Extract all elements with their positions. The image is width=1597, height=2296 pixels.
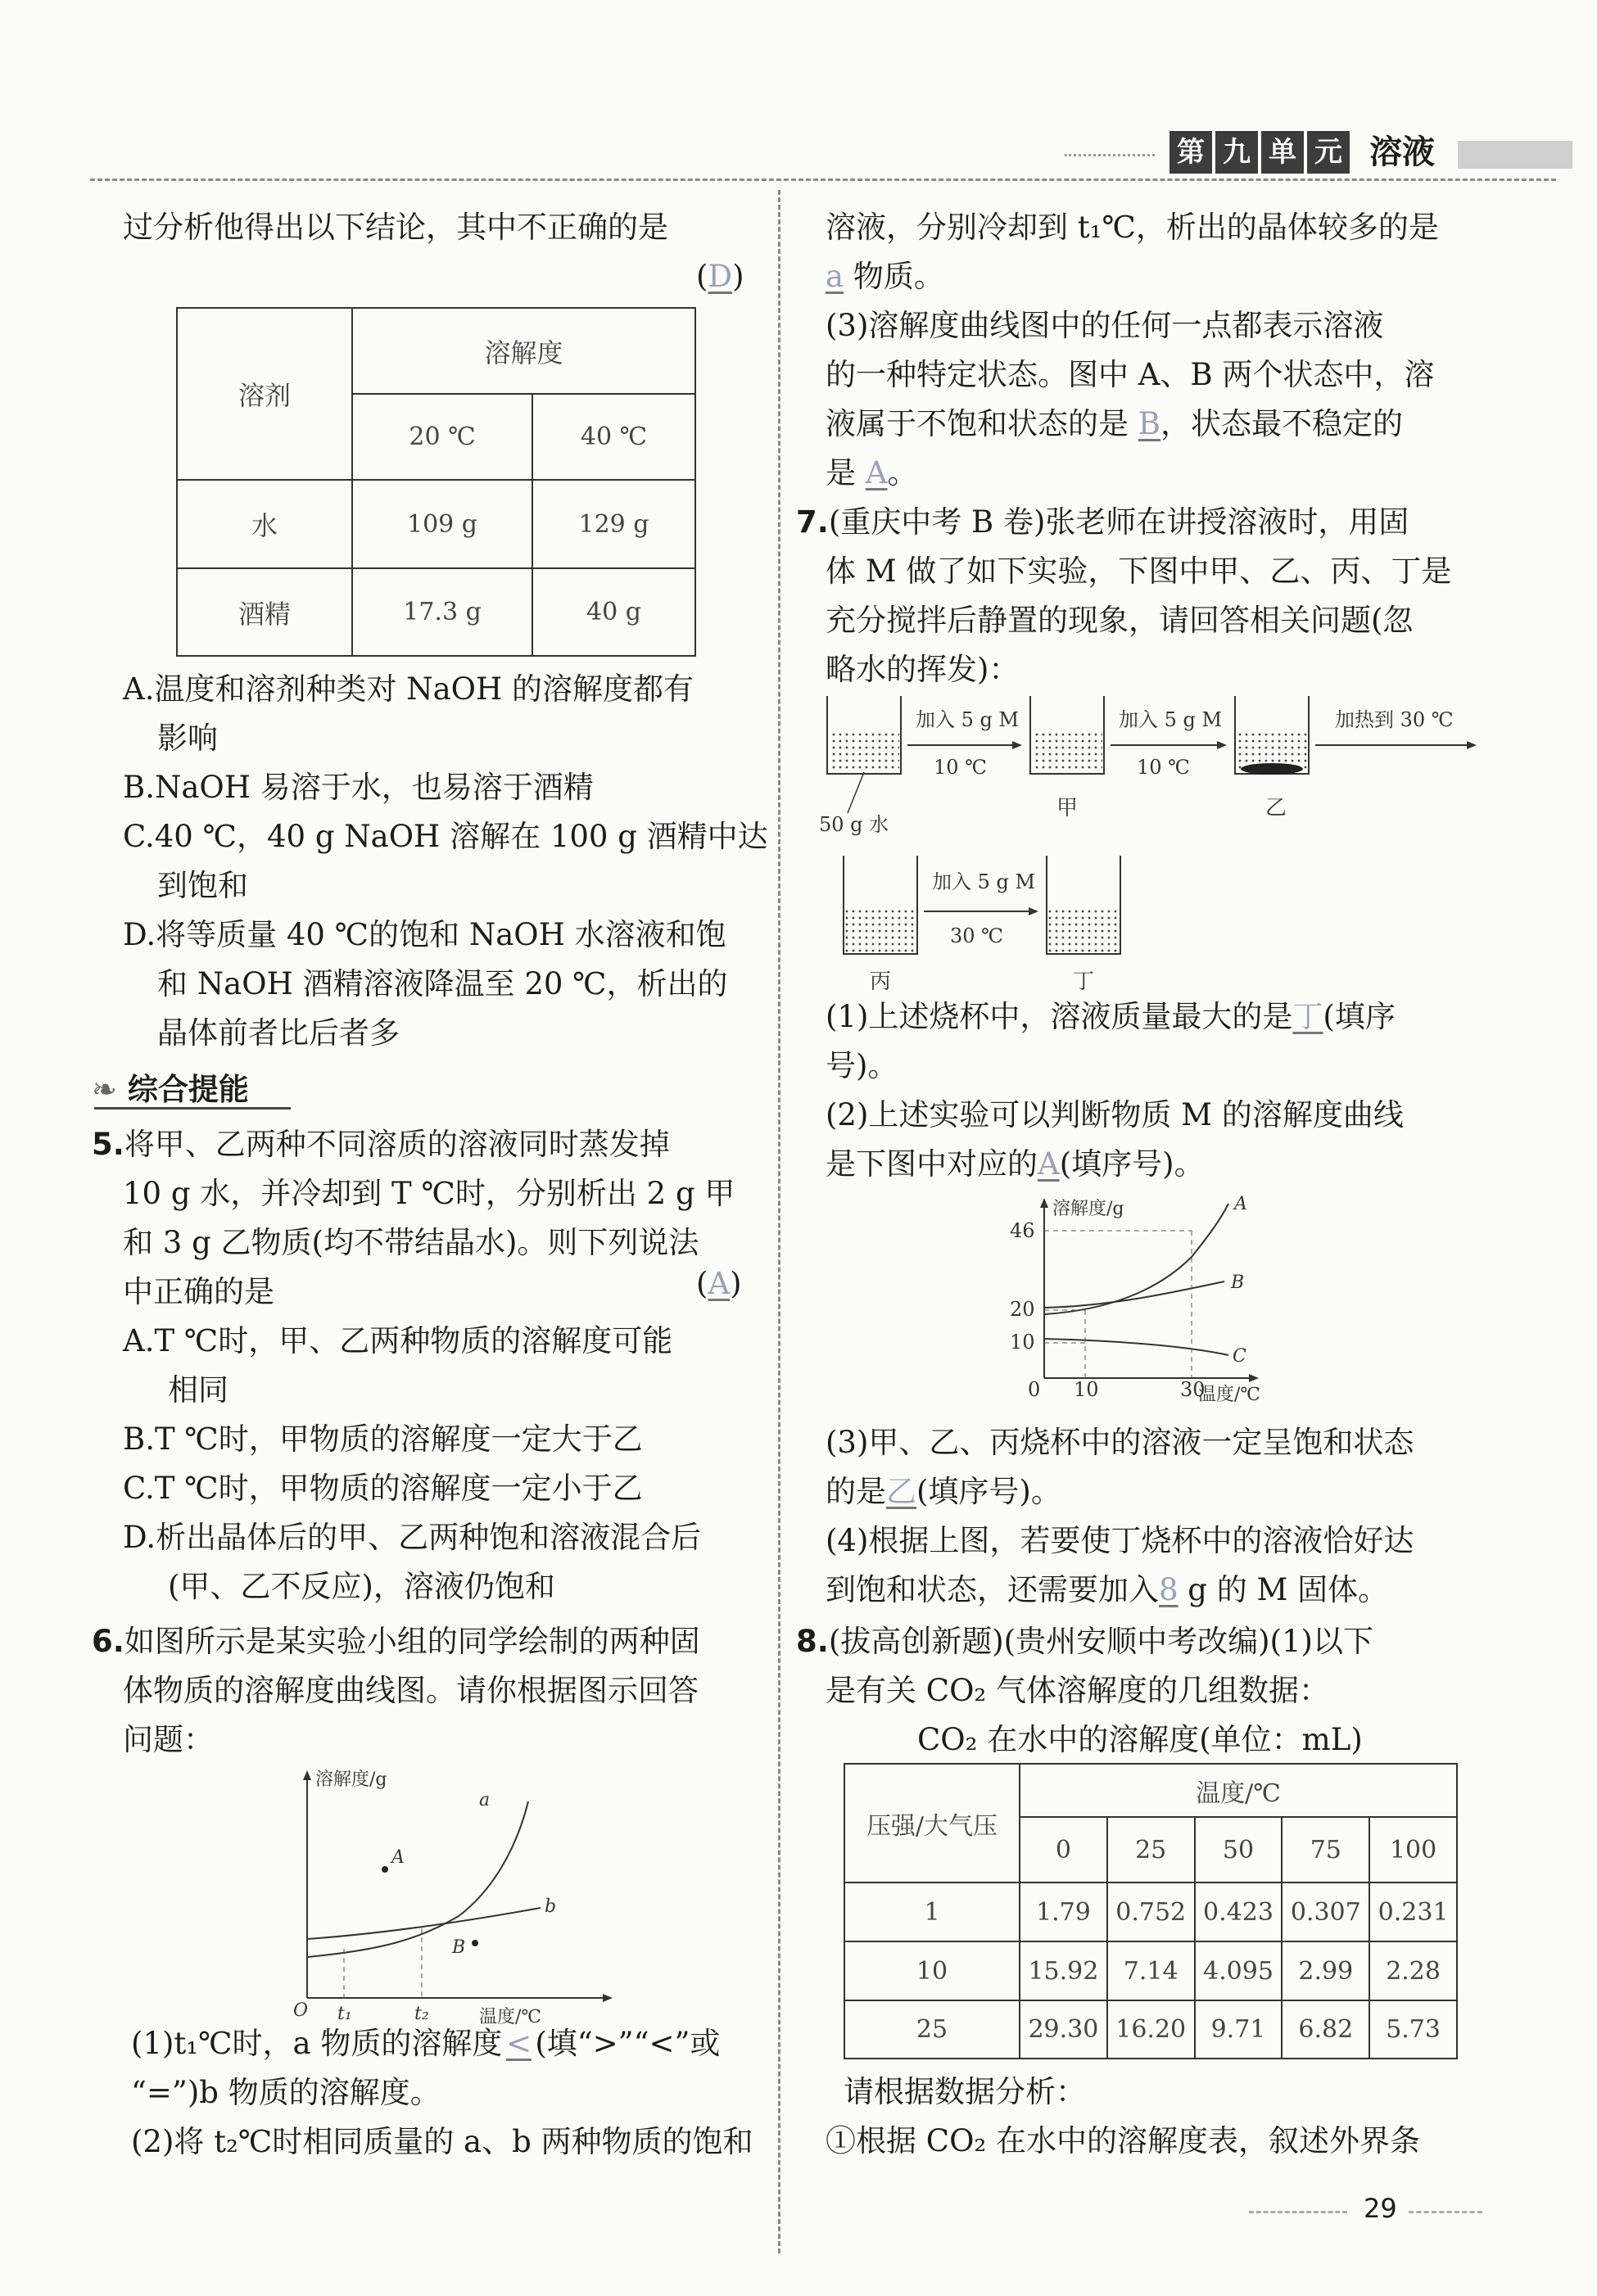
header-bar bbox=[1458, 141, 1572, 169]
q5-text: 将甲、乙两种不同溶质的溶液同时蒸发掉 bbox=[124, 1127, 670, 1162]
q7-sub3-hint: (填序号)。 bbox=[916, 1474, 1061, 1509]
q6-sub2-answer: a bbox=[826, 259, 844, 294]
q7-line-2: 体 M 做了如下实验，下图中甲、乙、丙、丁是 bbox=[826, 554, 1452, 589]
q4-option-c-l2: 到饱和 bbox=[157, 868, 248, 903]
co2-temp-cell: 0 bbox=[1020, 1817, 1107, 1882]
q4-option-a-l1: A.温度和溶剂种类对 NaOH 的溶解度都有 bbox=[123, 671, 694, 707]
q7-line-3: 充分搅拌后静置的现象，请回答相关问题(忽 bbox=[826, 603, 1414, 638]
table-cell: 40 g bbox=[532, 568, 695, 656]
page-number: 29 bbox=[1364, 2193, 1397, 2224]
q6-x-arrow bbox=[603, 1994, 613, 2002]
q7-y-arrow bbox=[1040, 1198, 1048, 1208]
arrow-4-temp: 30 ℃ bbox=[950, 924, 1004, 947]
q6-line-2: 体物质的溶解度曲线图。请你根据图示回答 bbox=[123, 1673, 699, 1708]
arrow-3-head bbox=[1467, 741, 1477, 749]
unit-char-4: 元 bbox=[1307, 131, 1350, 174]
arrow-4-head bbox=[1029, 907, 1038, 915]
co2-cell: 0.423 bbox=[1195, 1882, 1283, 1941]
q7-tick-x0: 0 bbox=[1028, 1378, 1041, 1401]
q6-sub3-answer-2: A bbox=[865, 455, 888, 490]
q4-option-c-l1: C.40 ℃，40 g NaOH 溶解在 100 g 酒精中达 bbox=[123, 819, 768, 854]
q7-x-arrow bbox=[1249, 1374, 1259, 1382]
q6-curve-b bbox=[307, 1908, 541, 1939]
q7-sub3-answer: 乙 bbox=[886, 1474, 916, 1509]
co2-cell: 6.82 bbox=[1282, 2000, 1369, 2059]
q6-line-3: 问题： bbox=[123, 1722, 214, 1757]
co2-cell: 2.99 bbox=[1282, 1941, 1369, 2000]
q7-sub4-answer: 8 bbox=[1159, 1572, 1179, 1607]
beaker-yi bbox=[1235, 696, 1309, 775]
label-water: 50 g 水 bbox=[819, 813, 889, 836]
q6-sub1-text: (1)t₁℃时，a 物质的溶解度 bbox=[131, 2026, 503, 2061]
arrow-4-label: 加入 5 g M bbox=[932, 870, 1036, 893]
header-dots bbox=[1065, 154, 1155, 161]
q6-text: 如图所示是某实验小组的同学绘制的两种固 bbox=[124, 1624, 700, 1659]
q6-sub3-mid: ，状态最不稳定的 bbox=[1160, 406, 1403, 441]
q5-option-d-l2: (甲、乙不反应)，溶液仍饱和 bbox=[168, 1569, 555, 1604]
unit-char-1: 第 bbox=[1169, 131, 1212, 174]
arrow-2-temp: 10 ℃ bbox=[1137, 756, 1191, 779]
label-ding: 丁 bbox=[1073, 969, 1095, 994]
table-solvent-header: 溶剂 bbox=[177, 308, 352, 480]
q6-number: 6. bbox=[92, 1624, 124, 1659]
q7-line-1 bbox=[796, 498, 1409, 547]
q6-point-b bbox=[472, 1940, 478, 1946]
co2-temp-cell: 50 bbox=[1195, 1817, 1283, 1882]
q8-line-2: 是有关 CO₂ 气体溶解度的几组数据： bbox=[826, 1673, 1329, 1708]
arrow-3-label: 加热到 30 ℃ bbox=[1335, 708, 1454, 731]
q6-label-t1: t₁ bbox=[337, 2004, 352, 2024]
table-temp-40: 40 ℃ bbox=[532, 394, 695, 480]
q7-ylabel: 溶解度/g bbox=[1052, 1199, 1124, 1219]
co2-pressure-cell: 1 bbox=[844, 1882, 1020, 1941]
q7-sub1-answer: 丁 bbox=[1292, 999, 1323, 1034]
q6-line-1 bbox=[92, 1617, 700, 1666]
q5-answer: (A) bbox=[696, 1266, 742, 1301]
q6-curve-a bbox=[307, 1801, 528, 1957]
q8-text: (拔高创新题)(贵州安顺中考改编)(1)以下 bbox=[828, 1624, 1373, 1659]
co2-cell: 0.752 bbox=[1107, 1882, 1195, 1941]
q7-sub3-l2 bbox=[826, 1467, 1061, 1516]
label-bing: 丙 bbox=[870, 969, 892, 994]
q6-cont-l2 bbox=[826, 252, 944, 301]
q8-line-1 bbox=[796, 1617, 1373, 1666]
q7-curve-c bbox=[1044, 1339, 1228, 1355]
table-cell: 17.3 g bbox=[352, 568, 532, 656]
section-title-text: 综合提能 bbox=[127, 1072, 249, 1107]
table-temp-20: 20 ℃ bbox=[352, 394, 532, 480]
q7-sub4-text: 到饱和状态，还需要加入 bbox=[826, 1572, 1159, 1607]
q6-sub1-hint: (填“>”“<”或 bbox=[535, 2026, 721, 2061]
q7-sub2-l1: (2)上述实验可以判断物质 M 的溶解度曲线 bbox=[826, 1097, 1404, 1132]
q7-label-c: C bbox=[1233, 1346, 1246, 1367]
q4-answer: (D) bbox=[696, 259, 744, 294]
q6-sub1-answer: < bbox=[505, 2026, 532, 2061]
q7-tick-20: 20 bbox=[1010, 1298, 1035, 1321]
q6-cont-l1: 溶液，分别冷却到 t₁℃，析出的晶体较多的是 bbox=[826, 210, 1439, 245]
q7-curve-a bbox=[1044, 1204, 1228, 1314]
q7-sub4-l2 bbox=[826, 1566, 1388, 1615]
co2-table bbox=[844, 1763, 1458, 2059]
label-jia: 甲 bbox=[1056, 796, 1079, 820]
unit-char-2: 九 bbox=[1215, 131, 1258, 174]
q7-sub1-l1 bbox=[826, 992, 1396, 1042]
q6-y-arrow bbox=[303, 1770, 311, 1780]
co2-pressure-cell: 10 bbox=[844, 1941, 1020, 2000]
q6-sub3-text: 液属于不饱和状态的是 bbox=[826, 406, 1138, 441]
beaker-bing bbox=[844, 856, 917, 954]
q4-option-d-l1: D.将等质量 40 ℃的饱和 NaOH 水溶液和饱 bbox=[123, 917, 726, 952]
q8-number: 8. bbox=[796, 1624, 829, 1659]
water-pointer bbox=[848, 772, 864, 813]
q6-label-point-a: A bbox=[391, 1847, 405, 1868]
q6-sub3-l2: 的一种特定状态。图中 A、B 两个状态中，溶 bbox=[826, 357, 1435, 392]
q6-label-t2: t₂ bbox=[414, 2004, 429, 2024]
q6-label-point-b: B bbox=[452, 1937, 466, 1958]
arrow-1-label: 加入 5 g M bbox=[916, 708, 1020, 731]
footer-dashes bbox=[1249, 2211, 1347, 2213]
q5-line-1 bbox=[92, 1120, 670, 1169]
q5-line-3: 和 3 g 乙物质(均不带结晶水)。则下列说法 bbox=[123, 1225, 699, 1260]
q7-number: 7. bbox=[796, 504, 829, 540]
co2-cell: 0.231 bbox=[1369, 1882, 1457, 1941]
q8-line-4: ①根据 CO₂ 在水中的溶解度表，叙述外界条 bbox=[826, 2123, 1420, 2158]
q7-xlabel: 温度/℃ bbox=[1198, 1385, 1261, 1404]
q6-sub3-pre2: 是 bbox=[826, 455, 866, 490]
q8-caption: CO₂ 在水中的溶解度(单位：mL) bbox=[917, 1722, 1363, 1757]
q8-line-3: 请根据数据分析： bbox=[844, 2074, 1086, 2109]
q7-tick-46: 46 bbox=[1010, 1219, 1035, 1242]
co2-cell: 4.095 bbox=[1195, 1941, 1283, 2000]
co2-cell: 29.30 bbox=[1020, 2000, 1107, 2059]
q6-sub3-l1: (3)溶解度曲线图中的任何一点都表示溶液 bbox=[826, 308, 1384, 343]
table-cell: 109 g bbox=[352, 480, 532, 568]
q4-option-d-l2: 和 NaOH 酒精溶液降温至 20 ℃，析出的 bbox=[157, 966, 728, 1001]
beaker-water bbox=[827, 696, 901, 774]
q5-line-2: 10 g 水，并冷却到 T ℃时，分别析出 2 g 甲 bbox=[123, 1176, 735, 1211]
table-cell: 酒精 bbox=[177, 568, 352, 656]
co2-cell: 15.92 bbox=[1020, 1941, 1107, 2000]
q7-sub2-answer: A bbox=[1038, 1146, 1060, 1182]
co2-temp-cell: 100 bbox=[1369, 1817, 1457, 1882]
q7-label-b: B bbox=[1231, 1272, 1245, 1293]
q6-sub3-end: 。 bbox=[887, 455, 918, 490]
q7-sub2-text: 是下图中对应的 bbox=[826, 1146, 1038, 1182]
q6-sub3-l4 bbox=[826, 449, 918, 498]
arrow-2-label: 加入 5 g M bbox=[1119, 708, 1223, 731]
q6-ylabel: 溶解度/g bbox=[315, 1769, 387, 1790]
q6-label-curve-a: a bbox=[479, 1790, 491, 1810]
q7-sub3-l1: (3)甲、乙、丙烧杯中的溶液一定呈饱和状态 bbox=[826, 1425, 1414, 1460]
co2-cell: 16.20 bbox=[1107, 2000, 1195, 2059]
q6-solubility-chart bbox=[278, 1760, 622, 2031]
q5-option-c: C.T ℃时，甲物质的溶解度一定小于乙 bbox=[123, 1471, 643, 1506]
beaker-jia bbox=[1030, 696, 1104, 774]
co2-cell: 5.73 bbox=[1369, 2000, 1457, 2059]
co2-temp-cell: 25 bbox=[1107, 1817, 1195, 1882]
arrow-1-head bbox=[1012, 741, 1022, 749]
column-divider bbox=[778, 190, 780, 2253]
q5-answer-value: A bbox=[708, 1266, 731, 1301]
q6-sub3-l3 bbox=[826, 400, 1403, 449]
q6-label-curve-b: b bbox=[545, 1896, 557, 1917]
q5-option-d-l1: D.析出晶体后的甲、乙两种饱和溶液混合后 bbox=[123, 1520, 702, 1555]
q4-answer-value: D bbox=[708, 259, 733, 294]
q7-line-4: 略水的挥发)： bbox=[826, 652, 1020, 687]
section-leaf-icon: ❧ bbox=[92, 1072, 118, 1107]
label-yi: 乙 bbox=[1265, 796, 1287, 820]
q6-sub1-l2: “=”)b 物质的溶解度。 bbox=[131, 2075, 441, 2110]
q4-intro: 过分析他得出以下结论，其中不正确的是 bbox=[123, 210, 668, 245]
co2-pressure-cell: 25 bbox=[844, 2000, 1020, 2059]
q7-solubility-chart bbox=[995, 1191, 1282, 1404]
q7-sub1-hint: (填序 bbox=[1323, 999, 1396, 1034]
q7-text: (重庆中考 B 卷)张老师在讲授溶液时，用固 bbox=[828, 504, 1409, 540]
q7-experiment-diagram bbox=[811, 692, 1482, 995]
arrow-1-temp: 10 ℃ bbox=[934, 756, 988, 779]
q7-sub2-hint: (填序号)。 bbox=[1059, 1146, 1205, 1182]
q7-tick-x10: 10 bbox=[1074, 1378, 1099, 1401]
naoh-table bbox=[176, 307, 696, 657]
q7-tick-10: 10 bbox=[1010, 1331, 1035, 1354]
q4-option-d-l3: 晶体前者比后者多 bbox=[157, 1015, 400, 1051]
q7-tick-x30: 30 bbox=[1180, 1378, 1206, 1401]
q7-sub4-l1: (4)根据上图，若要使丁烧杯中的溶液恰好达 bbox=[826, 1523, 1414, 1558]
q6-label-origin: O bbox=[293, 2000, 309, 2021]
q6-point-a bbox=[382, 1866, 388, 1873]
arrow-2-head bbox=[1217, 741, 1227, 749]
co2-cell: 0.307 bbox=[1282, 1882, 1369, 1941]
q6-sub2-l1: (2)将 t₂℃时相同质量的 a、b 两种物质的饱和 bbox=[131, 2124, 753, 2159]
header-rule bbox=[90, 179, 1556, 181]
q5-line-4: 中正确的是 bbox=[123, 1274, 274, 1309]
q4-option-a-l2: 影响 bbox=[157, 721, 218, 756]
co2-cell: 7.14 bbox=[1107, 1941, 1195, 2000]
beaker-ding bbox=[1047, 856, 1120, 954]
table-cell: 129 g bbox=[532, 480, 695, 568]
co2-cell: 2.28 bbox=[1369, 1941, 1457, 2000]
q5-option-a-l1: A.T ℃时，甲、乙两种物质的溶解度可能 bbox=[123, 1323, 673, 1358]
co2-cell: 1.79 bbox=[1020, 1882, 1107, 1941]
q6-cont-text: 物质。 bbox=[844, 259, 944, 294]
q6-sub1-l1 bbox=[131, 2019, 720, 2068]
co2-temp-cell: 75 bbox=[1282, 1817, 1369, 1882]
section-underline bbox=[94, 1107, 291, 1110]
co2-pressure-header: 压强/大气压 bbox=[844, 1764, 1020, 1882]
section-title bbox=[92, 1064, 249, 1109]
unit-char-3: 单 bbox=[1261, 131, 1304, 174]
q5-option-a-l2: 相同 bbox=[168, 1372, 228, 1408]
table-solubility-header: 溶解度 bbox=[352, 308, 695, 394]
table-cell: 水 bbox=[177, 480, 352, 568]
q7-sub2-l2 bbox=[826, 1140, 1205, 1189]
q7-sub4-hint: g 的 M 固体。 bbox=[1178, 1572, 1389, 1607]
q7-label-a: A bbox=[1234, 1194, 1247, 1214]
q4-option-b: B.NaOH 易溶于水，也易溶于酒精 bbox=[123, 770, 594, 805]
q5-number: 5. bbox=[92, 1127, 124, 1162]
q7-sub1-text: (1)上述烧杯中，溶液质量最大的是 bbox=[826, 999, 1293, 1034]
q6-sub3-answer-1: B bbox=[1138, 406, 1160, 441]
unit-topic: 溶液 bbox=[1369, 133, 1435, 171]
q7-sub1-l2: 号)。 bbox=[826, 1048, 898, 1083]
co2-cell: 9.71 bbox=[1195, 2000, 1283, 2059]
q7-sub3-text: 的是 bbox=[826, 1474, 886, 1509]
co2-temp-header: 温度/℃ bbox=[1020, 1764, 1457, 1817]
footer-dashes-right bbox=[1409, 2211, 1482, 2213]
q5-option-b: B.T ℃时，甲物质的溶解度一定大于乙 bbox=[123, 1421, 643, 1457]
q6-xlabel: 温度/℃ bbox=[479, 2007, 542, 2027]
